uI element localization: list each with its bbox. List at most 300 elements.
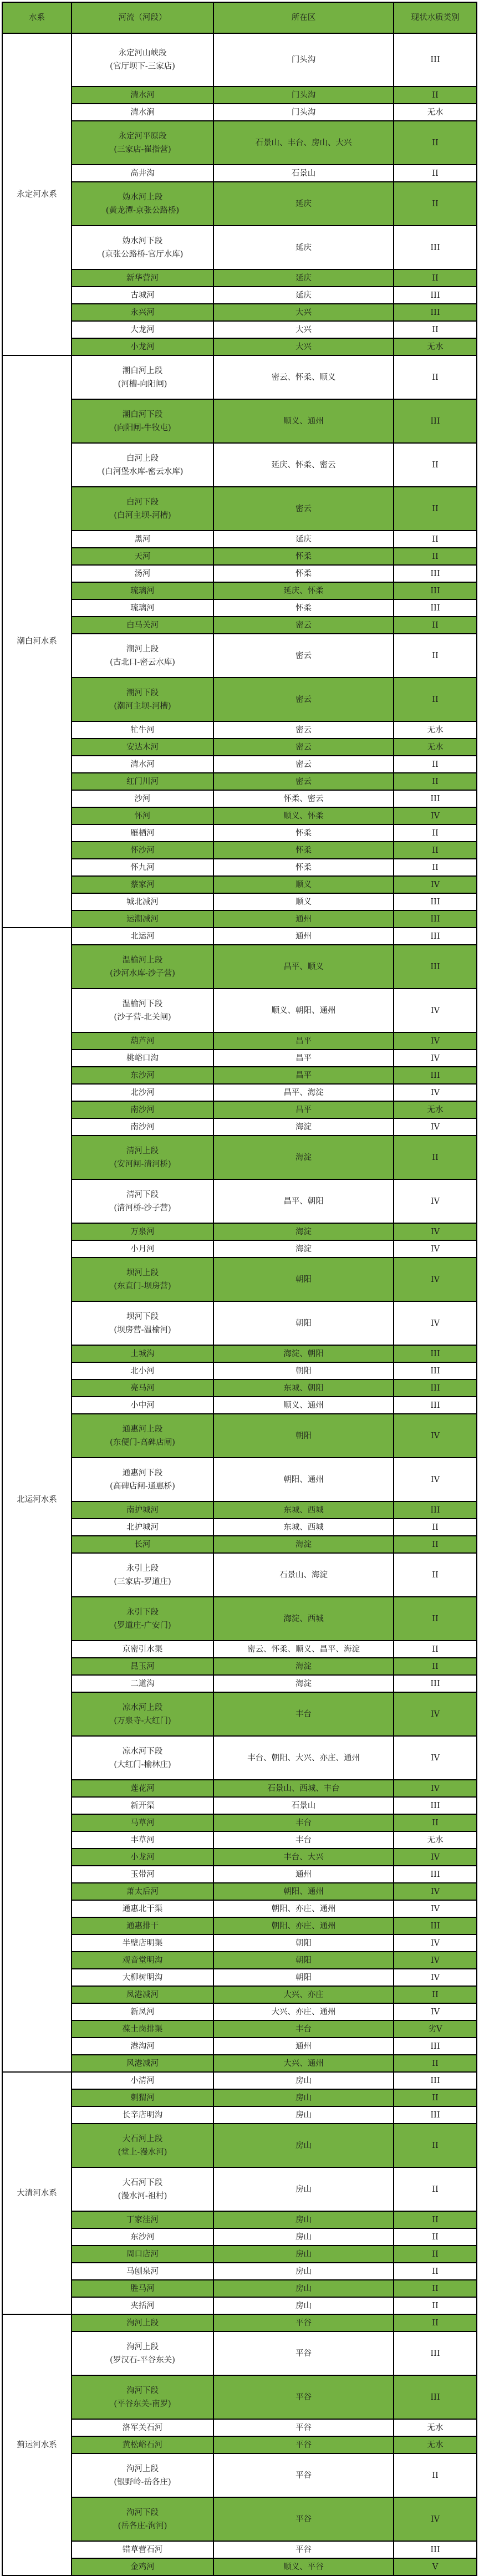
district-cell: 顺义: [213, 876, 394, 893]
water-grade-cell: III: [394, 1797, 477, 1814]
table-row: [2, 1258, 477, 1301]
district-cell: 朝阳: [213, 1301, 394, 1345]
water-grade-cell: III: [394, 565, 477, 582]
water-grade-cell: II: [394, 859, 477, 876]
river-name-cell: 洛军关石河: [72, 2419, 213, 2436]
water-grade-cell: IV: [394, 1849, 477, 1866]
district-cell: 房山: [213, 2124, 394, 2167]
table-row: [2, 2314, 477, 2331]
district-cell: 延庆: [213, 182, 394, 226]
river-name-cell: 北护城河: [72, 1519, 213, 1536]
table-row: [2, 790, 477, 807]
water-grade-cell: II: [394, 2089, 477, 2106]
water-grade-cell: III: [394, 599, 477, 617]
table-row: [2, 321, 477, 338]
district-cell: 石景山、丰台、房山、大兴: [213, 121, 394, 165]
river-name-cell: 潮白河上段 (河槽-向阳闸): [72, 355, 213, 399]
river-name-cell: 怀沙河: [72, 842, 213, 859]
river-name-cell: 运潮减河: [72, 910, 213, 928]
table-row: [2, 1849, 477, 1866]
water-grade-cell: III: [394, 1501, 477, 1519]
water-grade-cell: II: [394, 1536, 477, 1553]
water-grade-cell: II: [394, 1597, 477, 1641]
water-grade-cell: III: [394, 1917, 477, 1934]
district-cell: 延庆: [213, 287, 394, 304]
water-grade-cell: III: [394, 287, 477, 304]
water-grade-cell: IV: [394, 1223, 477, 1240]
river-name-cell: 永定河山峡段 (官厅坝下-三家店): [72, 33, 213, 86]
water-grade-cell: IV: [394, 1883, 477, 1900]
district-cell: 门头沟: [213, 104, 394, 121]
river-name-cell: 错草营石河: [72, 2541, 213, 2558]
table-row: [2, 1597, 477, 1641]
table-row: [2, 739, 477, 756]
river-name-cell: 东沙河: [72, 1067, 213, 1084]
district-cell: 房山: [213, 2228, 394, 2246]
district-cell: 密云: [213, 739, 394, 756]
river-name-cell: 莲花河: [72, 1780, 213, 1797]
district-cell: 房山: [213, 2106, 394, 2124]
river-name-cell: 潮河上段 (古北口-密云水库): [72, 634, 213, 678]
table-row: [2, 1032, 477, 1050]
district-cell: 海淀: [213, 1136, 394, 1179]
water-grade-cell: IV: [394, 989, 477, 1032]
river-name-cell: 京密引水渠: [72, 1641, 213, 1658]
table-row: [2, 1519, 477, 1536]
table-row: [2, 487, 477, 531]
table-row: [2, 1641, 477, 1658]
water-grade-cell: II: [394, 1519, 477, 1536]
district-cell: 平谷: [213, 2541, 394, 2558]
water-grade-cell: 无水: [394, 1101, 477, 1118]
water-grade-cell: III: [394, 928, 477, 945]
river-name-cell: 妫水河下段 (京张公路桥-官厅水库): [72, 226, 213, 269]
table-row: [2, 1501, 477, 1519]
header-row: [2, 2, 477, 33]
table-row: [2, 2211, 477, 2228]
river-name-cell: 凉水河下段 (大红门-榆林庄): [72, 1736, 213, 1780]
table-row: [2, 1797, 477, 1814]
river-name-cell: 万泉河: [72, 1223, 213, 1240]
river-name-cell: 永兴河: [72, 304, 213, 321]
district-cell: 房山: [213, 2089, 394, 2106]
river-name-cell: 白马关河: [72, 617, 213, 634]
river-name-cell: 温榆河上段 (沙河水库-沙子营): [72, 945, 213, 989]
district-cell: 昌平: [213, 1101, 394, 1118]
district-cell: 大兴、亦庄: [213, 1986, 394, 2003]
river-name-cell: 昆玉河: [72, 1658, 213, 1675]
district-cell: 顺义、通州: [213, 1397, 394, 1414]
river-name-cell: 黄松峪石河: [72, 2436, 213, 2453]
water-grade-cell: II: [394, 2263, 477, 2280]
district-cell: 石景山: [213, 1797, 394, 1814]
water-grade-cell: II: [394, 2246, 477, 2263]
water-grade-cell: IV: [394, 1240, 477, 1258]
water-grade-cell: IV: [394, 2497, 477, 2541]
river-name-cell: 二道沟: [72, 1675, 213, 1692]
table-row: [2, 2055, 477, 2072]
district-cell: 平谷: [213, 2419, 394, 2436]
river-name-cell: 丰草河: [72, 1831, 213, 1849]
table-row: [2, 928, 477, 945]
table-row: [2, 2228, 477, 2246]
water-grade-cell: II: [394, 121, 477, 165]
table-row: [2, 1814, 477, 1831]
river-name-cell: 通惠排干: [72, 1917, 213, 1934]
river-name-cell: 雁栖河: [72, 824, 213, 842]
table-row: [2, 582, 477, 599]
water-grade-cell: II: [394, 2453, 477, 2497]
water-grade-cell: II: [394, 617, 477, 634]
district-cell: 怀柔: [213, 599, 394, 617]
district-cell: 朝阳、亦庄、通州: [213, 1900, 394, 1917]
district-cell: 密云、怀柔、顺义: [213, 355, 394, 399]
water-grade-cell: III: [394, 1345, 477, 1362]
water-grade-cell: III: [394, 2072, 477, 2089]
water-grade-cell: II: [394, 773, 477, 790]
table-row: [2, 1866, 477, 1883]
water-grade-cell: IV: [394, 1414, 477, 1458]
water-grade-cell: III: [394, 2541, 477, 2558]
district-cell: 昌平、顺义: [213, 945, 394, 989]
river-name-cell: 大石河下段 (漫水河-祖村): [72, 2167, 213, 2211]
table-row: [2, 165, 477, 182]
river-name-cell: 沙河: [72, 790, 213, 807]
table-row: [2, 634, 477, 678]
table-row: [2, 1050, 477, 1067]
river-name-cell: 小月河: [72, 1240, 213, 1258]
district-cell: 丰台: [213, 1814, 394, 1831]
district-cell: 顺义、通州: [213, 399, 394, 443]
table-row: [2, 1952, 477, 1969]
water-grade-cell: II: [394, 2124, 477, 2167]
district-cell: 朝阳: [213, 1258, 394, 1301]
table-row: [2, 1458, 477, 1501]
district-cell: 海淀: [213, 1658, 394, 1675]
water-grade-cell: IV: [394, 1458, 477, 1501]
river-name-cell: 大柳树明沟: [72, 1969, 213, 1986]
table-row: [2, 226, 477, 269]
river-name-cell: 葆土岗排渠: [72, 2020, 213, 2038]
table-row: [2, 773, 477, 790]
river-name-cell: 凤港减河: [72, 1986, 213, 2003]
table-row: [2, 548, 477, 565]
district-cell: 密云: [213, 721, 394, 739]
table-row: [2, 910, 477, 928]
district-cell: 密云: [213, 678, 394, 721]
river-name-cell: 高井沟: [72, 165, 213, 182]
district-cell: 平谷: [213, 2375, 394, 2419]
water-grade-cell: 无水: [394, 104, 477, 121]
river-name-cell: 风港减河: [72, 2055, 213, 2072]
river-name-cell: 北沙河: [72, 1084, 213, 1101]
table-row: [2, 842, 477, 859]
water-grade-cell: III: [394, 1379, 477, 1397]
river-name-cell: 怀九河: [72, 859, 213, 876]
river-name-cell: 琉璃河: [72, 599, 213, 617]
table-row: [2, 945, 477, 989]
water-grade-cell: III: [394, 582, 477, 599]
river-name-cell: 坝河下段 (坝房营-温榆河): [72, 1301, 213, 1345]
district-cell: 延庆: [213, 269, 394, 287]
district-cell: 房山: [213, 2211, 394, 2228]
water-grade-cell: IV: [394, 1952, 477, 1969]
table-row: [2, 1883, 477, 1900]
table-row: [2, 859, 477, 876]
water-grade-cell: II: [394, 2297, 477, 2314]
water-grade-cell: III: [394, 893, 477, 910]
district-cell: 海淀: [213, 1675, 394, 1692]
table-row: [2, 182, 477, 226]
river-name-cell: 潮河下段 (潮河主坝-河槽): [72, 678, 213, 721]
district-cell: 通州: [213, 2038, 394, 2055]
water-grade-cell: III: [394, 1397, 477, 1414]
table-row: [2, 599, 477, 617]
table-row: [2, 1900, 477, 1917]
water-grade-cell: II: [394, 2228, 477, 2246]
water-grade-cell: IV: [394, 1118, 477, 1136]
water-grade-cell: II: [394, 487, 477, 531]
water-grade-cell: 无水: [394, 2436, 477, 2453]
table-row: [2, 1986, 477, 2003]
district-cell: 海淀: [213, 1118, 394, 1136]
table-row: [2, 2436, 477, 2453]
table-row: [2, 2375, 477, 2419]
table-row: [2, 1536, 477, 1553]
water-grade-cell: IV: [394, 1969, 477, 1986]
water-grade-cell: IV: [394, 1050, 477, 1067]
system-name-cell: 蓟运河水系: [2, 2314, 72, 2575]
district-cell: 昌平: [213, 1067, 394, 1084]
water-grade-cell: III: [394, 2038, 477, 2055]
table-row: [2, 531, 477, 548]
water-grade-cell: II: [394, 2280, 477, 2297]
district-cell: 大兴: [213, 304, 394, 321]
table-row: [2, 355, 477, 399]
district-cell: 密云: [213, 617, 394, 634]
river-name-cell: 马草河: [72, 1814, 213, 1831]
river-name-cell: 长辛店明沟: [72, 2106, 213, 2124]
table-row: [2, 2331, 477, 2375]
district-cell: 密云、怀柔、顺义、昌平、海淀: [213, 1641, 394, 1658]
water-grade-cell: IV: [394, 1900, 477, 1917]
district-cell: 朝阳、通州: [213, 1458, 394, 1501]
river-name-cell: 夹括河: [72, 2297, 213, 2314]
table-row: [2, 617, 477, 634]
water-grade-cell: III: [394, 2106, 477, 2124]
water-grade-cell: II: [394, 2314, 477, 2331]
water-grade-cell: II: [394, 1136, 477, 1179]
river-name-cell: 刺猬河: [72, 2089, 213, 2106]
district-cell: 朝阳: [213, 1969, 394, 1986]
table-row: [2, 807, 477, 824]
district-cell: 延庆、怀柔、密云: [213, 443, 394, 487]
water-grade-cell: IV: [394, 1084, 477, 1101]
district-cell: 朝阳: [213, 1934, 394, 1952]
water-grade-cell: II: [394, 86, 477, 104]
district-cell: 房山: [213, 2246, 394, 2263]
table-row: [2, 399, 477, 443]
system-name-cell: 大清河水系: [2, 2072, 72, 2314]
water-grade-cell: II: [394, 678, 477, 721]
river-name-cell: 马刨泉河: [72, 2263, 213, 2280]
table-row: [2, 269, 477, 287]
table-row: [2, 287, 477, 304]
district-cell: 昌平: [213, 1032, 394, 1050]
water-grade-cell: III: [394, 399, 477, 443]
district-cell: 海淀: [213, 1240, 394, 1258]
river-name-cell: 港沟河: [72, 2038, 213, 2055]
district-cell: 怀柔、密云: [213, 790, 394, 807]
table-row: [2, 989, 477, 1032]
district-cell: 密云: [213, 773, 394, 790]
water-grade-cell: IV: [394, 1032, 477, 1050]
district-cell: 平谷: [213, 2453, 394, 2497]
river-name-cell: 南沙河: [72, 1118, 213, 1136]
river-name-cell: 红门川河: [72, 773, 213, 790]
table-row: [2, 2419, 477, 2436]
river-name-cell: 萧太后河: [72, 1883, 213, 1900]
river-name-cell: 永定河平原段 (三家店-崔指营): [72, 121, 213, 165]
district-cell: 朝阳: [213, 1952, 394, 1969]
water-grade-cell: II: [394, 321, 477, 338]
river-name-cell: 天河: [72, 548, 213, 565]
table-row: [2, 1553, 477, 1597]
table-row: [2, 1101, 477, 1118]
river-name-cell: 亮马河: [72, 1379, 213, 1397]
river-name-cell: 大龙河: [72, 321, 213, 338]
water-grade-cell: III: [394, 1675, 477, 1692]
table-row: [2, 565, 477, 582]
district-cell: 通州: [213, 928, 394, 945]
table-row: [2, 2246, 477, 2263]
district-cell: 大兴: [213, 338, 394, 355]
table-row: [2, 2020, 477, 2038]
river-name-cell: 黑河: [72, 531, 213, 548]
system-name-cell: 北运河水系: [2, 928, 72, 2072]
district-cell: 东城、朝阳: [213, 1379, 394, 1397]
river-name-cell: 新华营河: [72, 269, 213, 287]
table-row: [2, 893, 477, 910]
water-grade-cell: IV: [394, 1258, 477, 1301]
river-name-cell: 洵河上段 (罗汉石-平谷东关): [72, 2331, 213, 2375]
system-name-cell: 永定河水系: [2, 33, 72, 355]
table-row: [2, 876, 477, 893]
table-row: [2, 2072, 477, 2089]
river-name-cell: 怀河: [72, 807, 213, 824]
water-grade-cell: 无水: [394, 1831, 477, 1849]
water-grade-cell: IV: [394, 1780, 477, 1797]
water-grade-cell: 无水: [394, 721, 477, 739]
water-grade-cell: II: [394, 1641, 477, 1658]
district-cell: 大兴、亦庄、通州: [213, 2003, 394, 2020]
water-grade-cell: IV: [394, 876, 477, 893]
district-cell: 石景山、西城、丰台: [213, 1780, 394, 1797]
water-grade-cell: V: [394, 2558, 477, 2575]
header-grade: 现状水质类别: [394, 2, 477, 33]
district-cell: 门头沟: [213, 86, 394, 104]
water-grade-cell: II: [394, 842, 477, 859]
district-cell: 房山: [213, 2167, 394, 2211]
table-row: [2, 1362, 477, 1379]
river-name-cell: 南护城河: [72, 1501, 213, 1519]
water-grade-cell: III: [394, 1067, 477, 1084]
table-row: [2, 443, 477, 487]
river-name-cell: 通惠河上段 (东便门-高碑店闸): [72, 1414, 213, 1458]
district-cell: 丰台: [213, 1692, 394, 1736]
river-name-cell: 通惠河下段 (高碑店闸-通惠桥): [72, 1458, 213, 1501]
district-cell: 昌平: [213, 1050, 394, 1067]
district-cell: 延庆: [213, 226, 394, 269]
river-name-cell: 永引下段 (罗道庄-广安门): [72, 1597, 213, 1641]
water-grade-cell: III: [394, 1362, 477, 1379]
river-name-cell: 洵河下段 (平谷东关-南罗): [72, 2375, 213, 2419]
table-row: [2, 1736, 477, 1780]
river-name-cell: 东沙河: [72, 2228, 213, 2246]
water-quality-table-wrapper: [2, 2, 477, 2576]
table-row: [2, 2497, 477, 2541]
table-row: [2, 1969, 477, 1986]
river-name-cell: 蔡家河: [72, 876, 213, 893]
table-row: [2, 1692, 477, 1736]
district-cell: 丰台、大兴: [213, 1849, 394, 1866]
river-name-cell: 半壁店明渠: [72, 1934, 213, 1952]
water-grade-cell: III: [394, 945, 477, 989]
water-grade-cell: II: [394, 443, 477, 487]
table-row: [2, 2167, 477, 2211]
river-name-cell: 永引上段 (三家店-罗道庄): [72, 1553, 213, 1597]
district-cell: 门头沟: [213, 33, 394, 86]
district-cell: 东城、西城: [213, 1501, 394, 1519]
river-name-cell: 新开渠: [72, 1797, 213, 1814]
district-cell: 房山: [213, 2263, 394, 2280]
river-name-cell: 安达木河: [72, 739, 213, 756]
water-grade-cell: II: [394, 824, 477, 842]
water-grade-cell: 劣V: [394, 2020, 477, 2038]
district-cell: 平谷: [213, 2497, 394, 2541]
table-row: [2, 1301, 477, 1345]
table-row: [2, 2453, 477, 2497]
water-grade-cell: 无水: [394, 739, 477, 756]
river-name-cell: 小清河: [72, 2072, 213, 2089]
river-name-cell: 清水涧: [72, 104, 213, 121]
water-grade-cell: IV: [394, 1179, 477, 1223]
table-row: [2, 1675, 477, 1692]
district-cell: 房山: [213, 2297, 394, 2314]
river-name-cell: 清水河: [72, 86, 213, 104]
water-grade-cell: III: [394, 33, 477, 86]
river-name-cell: 北小河: [72, 1362, 213, 1379]
river-name-cell: 土城沟: [72, 1345, 213, 1362]
district-cell: 丰台: [213, 2020, 394, 2038]
district-cell: 平谷: [213, 2436, 394, 2453]
water-grade-cell: III: [394, 2375, 477, 2419]
district-cell: 昌平、海淀: [213, 1084, 394, 1101]
table-row: [2, 2124, 477, 2167]
water-grade-cell: III: [394, 910, 477, 928]
water-grade-cell: II: [394, 2167, 477, 2211]
river-name-cell: 潮白河下段 (向阳闸-牛牧屯): [72, 399, 213, 443]
river-name-cell: 清水河: [72, 756, 213, 773]
district-cell: 平谷: [213, 2331, 394, 2375]
district-cell: 朝阳: [213, 1414, 394, 1458]
river-name-cell: 长河: [72, 1536, 213, 1553]
table-row: [2, 721, 477, 739]
water-grade-cell: II: [394, 1658, 477, 1675]
water-grade-cell: II: [394, 1986, 477, 2003]
table-row: [2, 338, 477, 355]
river-name-cell: 清河上段 (安河闸-清河桥): [72, 1136, 213, 1179]
